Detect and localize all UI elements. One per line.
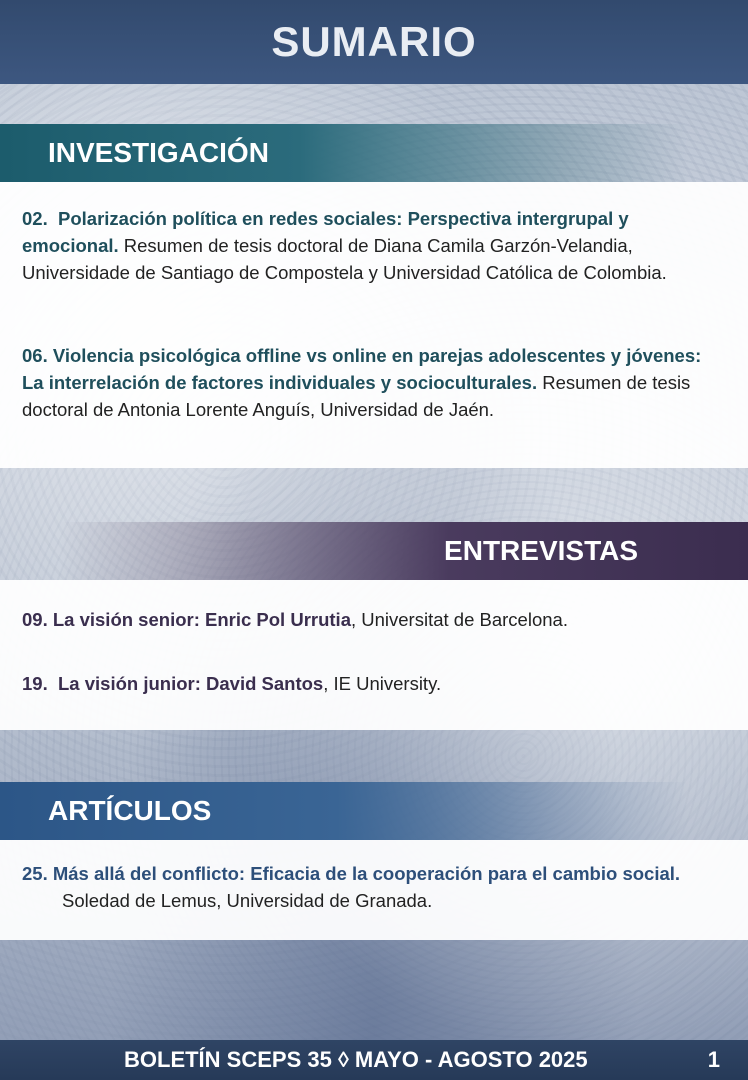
entry-title[interactable]: La visión junior: David Santos [58, 673, 324, 694]
page-number: 1 [707, 1047, 720, 1072]
issue-info: BOLETÍN SCEPS 35 ◊ MAYO - AGOSTO 2025 [124, 1047, 588, 1072]
header-bar [0, 0, 748, 84]
entry-title[interactable]: Más allá del conflicto: Eficacia de la cooperación para el cambio social. [52, 863, 681, 884]
entry-title[interactable]: Violencia psicológica offline vs online en parejas adolescentes y jóvenes: La interrelación de factores individuales y socioculturales. [22, 345, 702, 393]
entry-description: Soledad de Lemus, Universidad de Granada. [62, 890, 433, 911]
entry-description: Resumen de tesis doctoral de Antonia Lorente Anguís, Universidad de Jaén. [22, 372, 691, 420]
toc-entry[interactable] [22, 670, 722, 697]
page-title: SUMARIO [271, 18, 477, 65]
toc-entry[interactable] [22, 606, 722, 633]
entry-number: 06. [22, 345, 48, 366]
entry-description: , Universitat de Barcelona. [350, 609, 568, 630]
footer-bar [0, 1040, 748, 1080]
section-header-articulos [0, 782, 748, 840]
toc-entry[interactable] [22, 860, 722, 914]
entry-title[interactable]: La visión senior: Enric Pol Urrutia [52, 609, 351, 630]
toc-entry[interactable] [22, 205, 722, 286]
section-title: ARTÍCULOS [48, 795, 212, 826]
entry-number: 02. [22, 208, 48, 229]
toc-entry[interactable] [22, 342, 722, 423]
entry-number: 09. [22, 609, 48, 630]
section-title: INVESTIGACIÓN [48, 137, 269, 168]
section-panel-entrevistas [0, 580, 748, 730]
section-header-investigacion [0, 124, 748, 182]
section-title: ENTREVISTAS [444, 535, 638, 566]
section-header-entrevistas [0, 522, 748, 580]
entry-description: , IE University. [323, 673, 442, 694]
entry-description: Resumen de tesis doctoral de Diana Camila Garzón-Velandia, Universidade de Santiago de Compostela y Universidad Católica de Colombia. [22, 235, 667, 283]
entry-number: 25. [22, 863, 48, 884]
entry-title[interactable]: Polarización política en redes sociales: Perspectiva intergrupal y emocional. [22, 208, 629, 256]
entry-number: 19. [22, 673, 48, 694]
